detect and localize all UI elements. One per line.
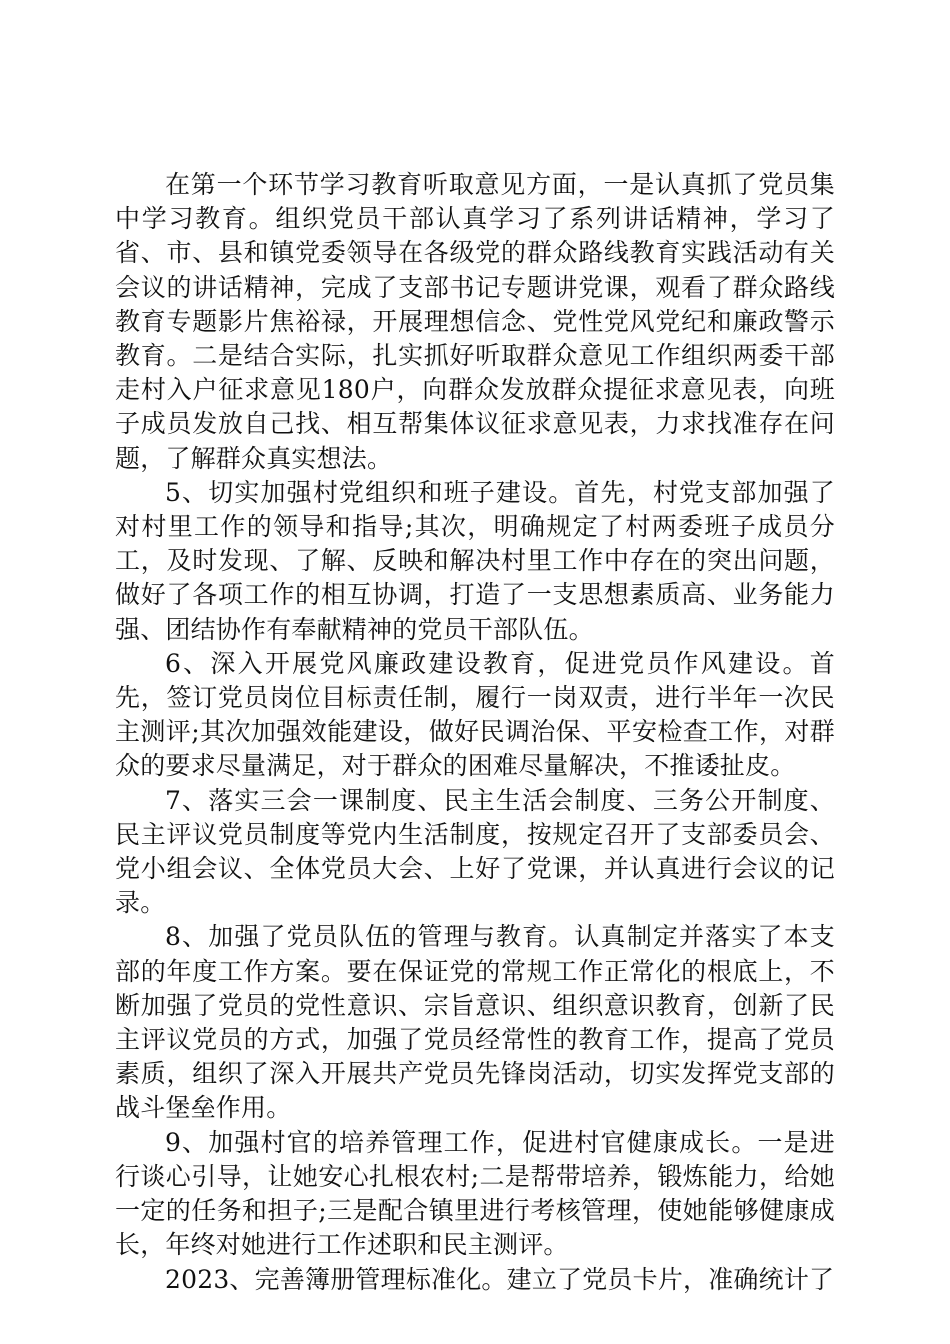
- paragraph-item-8: 8、加强了党员队伍的管理与教育。认真制定并落实了本支部的年度工作方案。要在保证党的常规工作正常化的根底上，不断加强了党员的党性意识、宗旨意识、组织意识教育，创新了民主评议党员的方式，加强了党员经常性的教育工作，提高了党员素质，组织了深入开展共产党员先锋岗活动，切实发挥党支部的战斗堡垒作用。: [115, 922, 835, 1123]
- paragraph-item-2023: 2023、完善簿册管理标准化。建立了党员卡片，准确统计了: [165, 1264, 835, 1294]
- paragraph-study-education: 在第一个环节学习教育听取意见方面，一是认真抓了党员集中学习教育。组织党员干部认真学习了系列讲话精神，学习了省、市、县和镇党委领导在各级党的群众路线教育实践活动有关会议的讲话精神，完成了支部书记专题讲党课，观看了群众路线教育专题影片焦裕禄，开展理想信念、党性党风党纪和廉政警示教育。二是结合实际，扎实抓好听取群众意见工作组织两委干部走村入户征求意见180户，向群众发放群众提征求意见表，向班子成员发放自己找、相互帮集体议征求意见表，力求找准存在问题，了解群众真实想法。: [115, 170, 835, 473]
- paragraph-item-5: 5、切实加强村党组织和班子建设。首先，村党支部加强了对村里工作的领导和指导;其次，明确规定了村两委班子成员分工，及时发现、了解、反映和解决村里工作中存在的突出问题，做好了各项工作的相互协调，打造了一支思想素质高、业务能力强、团结协作有奉献精神的党员干部队伍。: [115, 477, 835, 644]
- paragraph-item-9: 9、加强村官的培养管理工作，促进村官健康成长。一是进行谈心引导，让她安心扎根农村;二是帮带培养，锻炼能力，给她一定的任务和担子;三是配合镇里进行考核管理，使她能够健康成长，年终对她进行工作述职和民主测评。: [115, 1127, 835, 1260]
- paragraph-item-6: 6、深入开展党风廉政建设教育，促进党员作风建设。首先，签订党员岗位目标责任制，履行一岗双责，进行半年一次民主测评;其次加强效能建设，做好民调治保、平安检查工作，对群众的要求尽量满足，对于群众的困难尽量解决，不推诿扯皮。: [115, 648, 835, 781]
- document-body: [115, 168, 835, 1297]
- paragraph-item-7: 7、落实三会一课制度、民主生活会制度、三务公开制度、民主评议党员制度等党内生活制度，按规定召开了支部委员会、党小组会议、全体党员大会、上好了党课，并认真进行会议的记录。: [115, 785, 835, 918]
